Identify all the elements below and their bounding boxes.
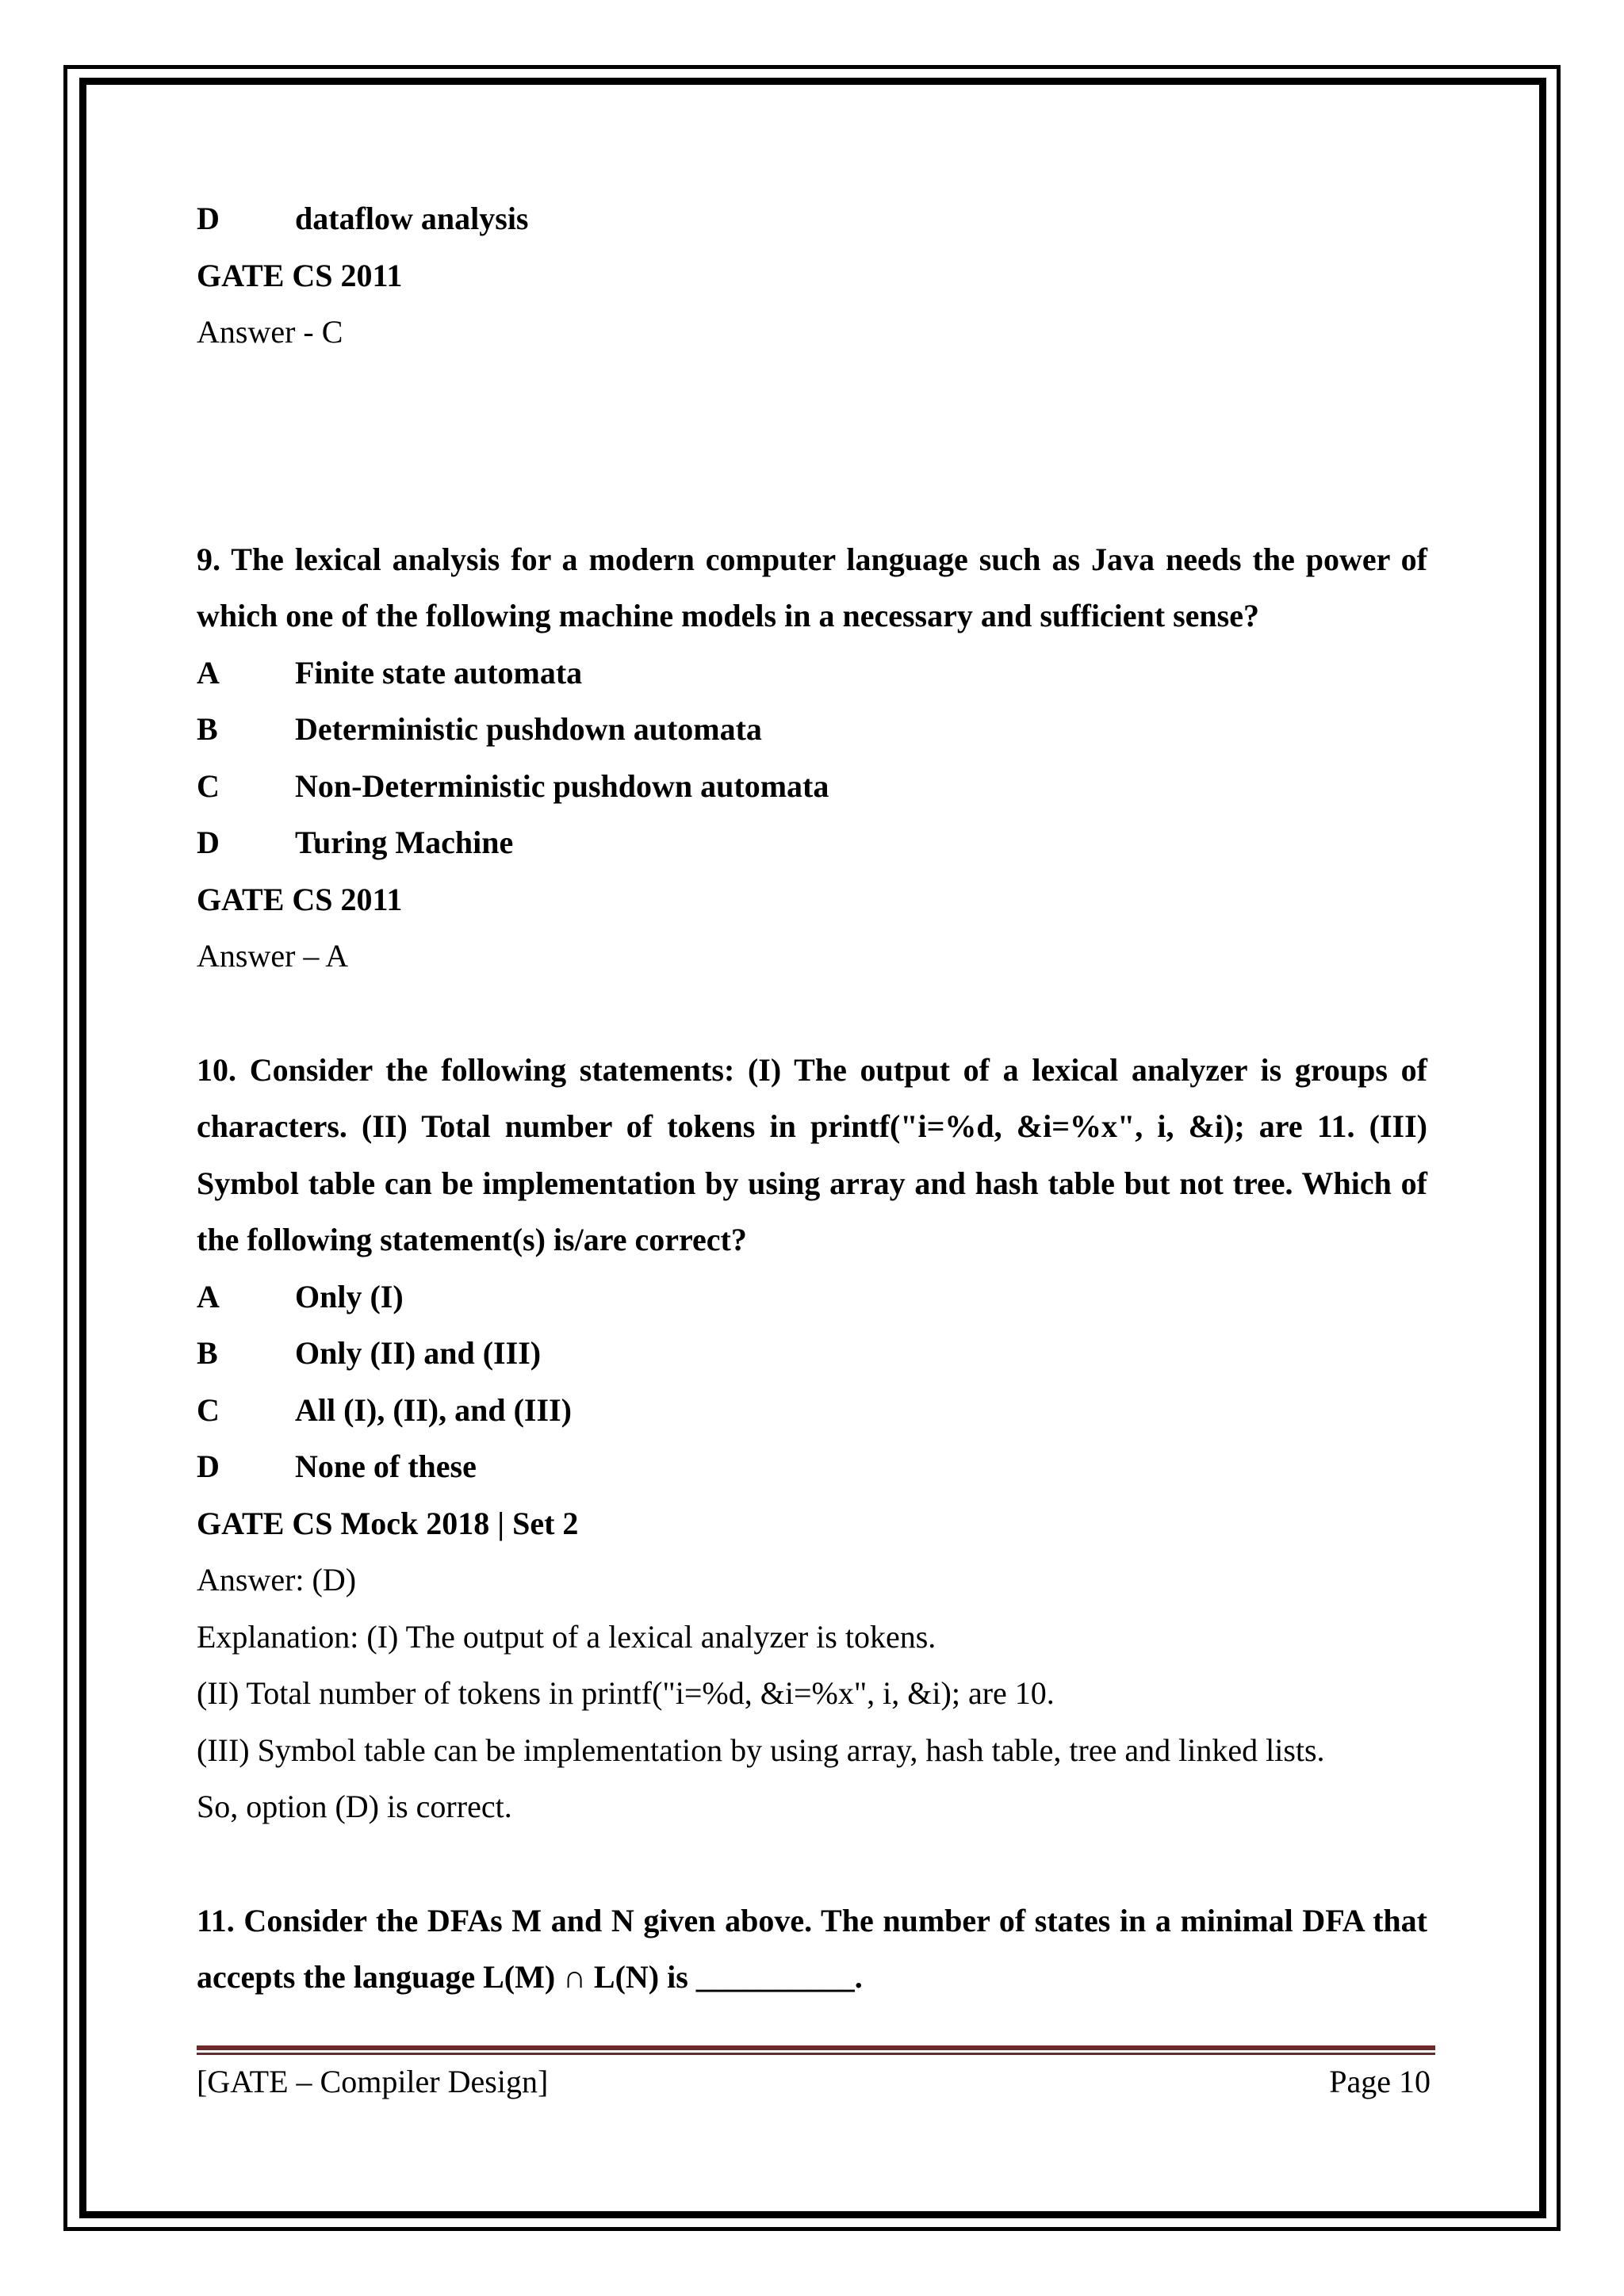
option-letter: B <box>197 1335 218 1371</box>
q10-source: GATE CS Mock 2018 | Set 2 <box>197 1505 579 1541</box>
option-text: None of these <box>295 1448 477 1484</box>
q9-source: GATE CS 2011 <box>197 881 403 917</box>
q10-question: 10. Consider the following statements: (I) The output of a lexical analyzer is groups of characters. (II) Total number of tokens in printf("i=%d, &i=%x", i, &i); are 11. (III) Symbol table can be implementation by using array and hash table but not tree. Which of the following statement(s) is/are correct? <box>197 1051 1427 1257</box>
spacer <box>197 985 1427 1042</box>
option-text: Deterministic pushdown automata <box>295 711 762 747</box>
option-letter: C <box>197 767 220 804</box>
page-number: Page 10 <box>1329 2064 1431 2099</box>
footer-title: [GATE – Compiler Design] <box>197 2064 549 2099</box>
option-text: Non-Deterministic pushdown automata <box>295 767 829 804</box>
option-letter: D <box>197 1448 220 1484</box>
q9-answer: Answer – A <box>197 938 349 974</box>
q10-answer: Answer: (D) <box>197 1562 357 1598</box>
q10-explanation-4: So, option (D) is correct. <box>197 1789 512 1824</box>
footer-rule <box>197 2045 1435 2055</box>
option-letter: A <box>197 1278 220 1314</box>
option-letter: D <box>197 201 220 236</box>
footer-rule-thin <box>197 2053 1435 2055</box>
q8-answer: Answer - C <box>197 314 343 350</box>
option-text: dataflow analysis <box>295 201 529 236</box>
page-content <box>197 190 1427 2006</box>
option-letter: D <box>197 825 220 860</box>
q9-option-a <box>197 645 1427 702</box>
q9-option-b <box>197 701 1427 758</box>
q10-option-c <box>197 1382 1427 1439</box>
option-text: Only (II) and (III) <box>295 1335 542 1371</box>
option-letter: B <box>197 711 218 747</box>
q10-explanation-1: Explanation: (I) The output of a lexical analyzer is tokens. <box>197 1618 936 1655</box>
option-text: All (I), (II), and (III) <box>295 1391 572 1428</box>
q10-option-b <box>197 1325 1427 1382</box>
q8-source: GATE CS 2011 <box>197 257 403 293</box>
page-footer <box>197 2060 1431 2104</box>
option-text: Only (I) <box>295 1278 404 1314</box>
q10-option-a <box>197 1269 1427 1326</box>
option-text: Finite state automata <box>295 654 583 691</box>
q10-explanation-3: (III) Symbol table can be implementation by using array, hash table, tree and linked lists. <box>197 1732 1325 1768</box>
q11-question: 11. Consider the DFAs M and N given above. The number of states in a minimal DFA that accepts the language L(M) ∩ L(N) is __________. <box>197 1902 1427 1995</box>
option-text: Turing Machine <box>295 825 514 860</box>
option-letter: C <box>197 1391 220 1428</box>
q10-option-d <box>197 1438 1427 1495</box>
q9-question: 9. The lexical analysis for a modern computer language such as Java needs the power of which one of the following machine models in a necessary and sufficient sense? <box>197 541 1427 633</box>
option-letter: A <box>197 654 220 691</box>
q8-option-d <box>197 190 1427 247</box>
q9-option-d <box>197 814 1427 871</box>
q10-explanation-2: (II) Total number of tokens in printf("i=%d, &i=%x", i, &i); are 10. <box>197 1675 1055 1711</box>
spacer <box>197 361 1427 531</box>
spacer <box>197 1835 1427 1892</box>
q9-option-c <box>197 758 1427 815</box>
footer-rule-thick <box>197 2045 1435 2050</box>
